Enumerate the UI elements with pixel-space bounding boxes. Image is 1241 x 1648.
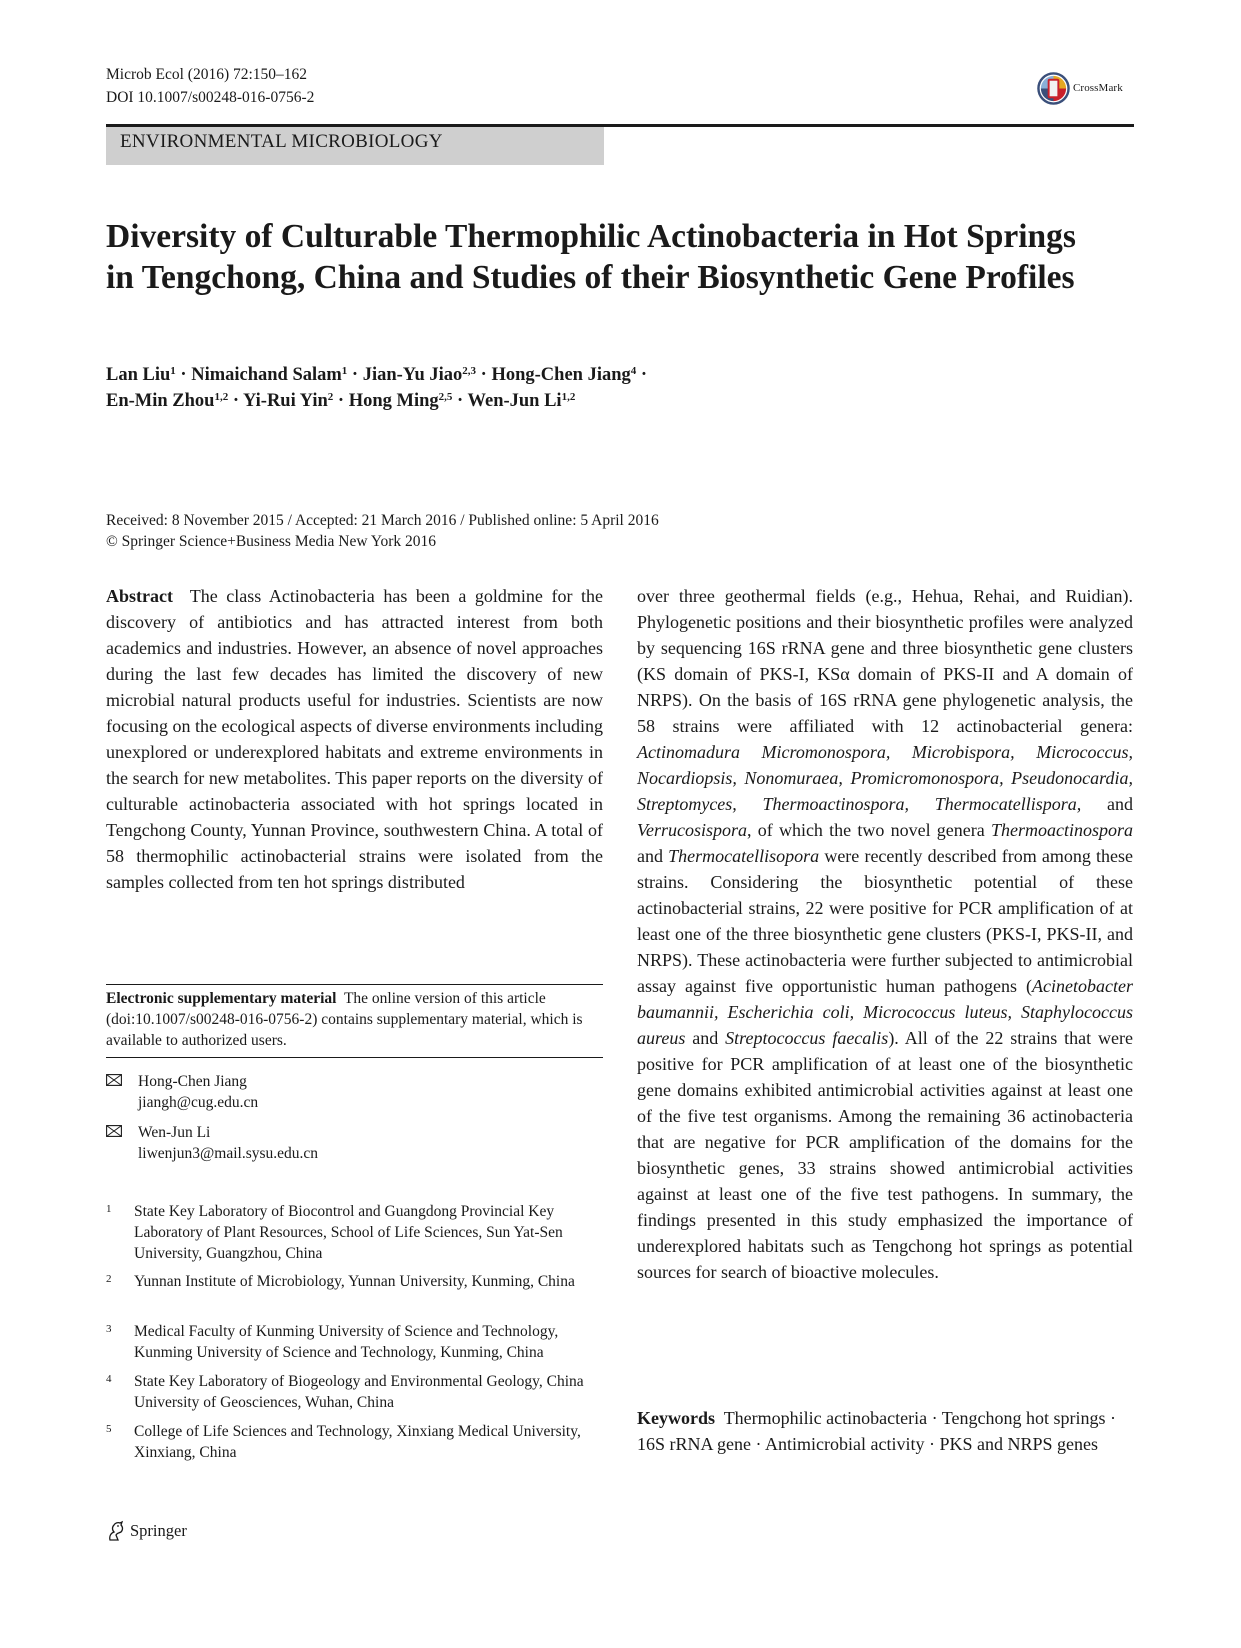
affiliation-number: 5 bbox=[106, 1423, 112, 1435]
pathogen-name: Streptococcus faecalis bbox=[725, 1028, 889, 1048]
journal-citation: Microb Ecol (2016) 72:150–162 bbox=[106, 66, 308, 83]
abstract-text: over three geothermal fields (e.g., Hehua, Rehai, and Ruidian). Phylogenetic positions and their biosynthetic profiles were analyzed by sequencing 16S rRNA gene and three biosynthetic gene clusters (KS domain of PKS-I, KSα domain of PKS-II and A domain of NRPS). On the basis of 16S rRNA gene phylogenetic analysis, the 58 strains were affiliated with 12 actinobacterial genera: bbox=[637, 586, 1133, 736]
section-label: ENVIRONMENTAL MICROBIOLOGY bbox=[120, 131, 443, 152]
genera-list: Actinomadura Micromonospora, Microbispora, Micrococcus, Nocardiopsis, Nonomuraea, Promicromonospora, Pseudonocardia, Streptomyces, Thermoactinospora, Thermocatellispora, bbox=[637, 742, 1133, 814]
abstract-text: and bbox=[637, 846, 669, 866]
publication-dates: Received: 8 November 2015 / Accepted: 21 March 2016 / Published online: 5 April 2016 bbox=[106, 512, 659, 529]
esm-text: The online version of this article (doi:10.1007/s00248-016-0756-2) contains supplementary material, which is available to authorized users. bbox=[106, 990, 583, 1049]
doi-line[interactable]: DOI 10.1007/s00248-016-0756-2 bbox=[106, 89, 315, 106]
novel-genus-name: Thermocatellisopora bbox=[668, 846, 820, 866]
keywords-text: Thermophilic actinobacteria · Tengchong hot springs · 16S rRNA gene · Antimicrobial activity · PKS and NRPS genes bbox=[637, 1408, 1116, 1454]
author-affiliation-ref: 2 bbox=[327, 391, 334, 403]
affiliation-text: Yunnan Institute of Microbiology, Yunnan University, Kunming, China bbox=[134, 1273, 575, 1290]
abstract-text: were recently described from among these strains. Considering the biosynthetic potential of these actinobacterial strains, 22 were positive for PCR amplification of at least one of the three biosynthetic gene clusters (PKS-I, PKS-II, and NRPS). These actinobacteria were further subjected to antimicrobial assay against five opportunistic human pathogens ( bbox=[637, 846, 1133, 996]
esm-rule bbox=[106, 984, 603, 985]
affiliation-number: 4 bbox=[106, 1373, 112, 1385]
novel-genus-name: Thermoactinospora bbox=[990, 820, 1133, 840]
springer-horse-icon bbox=[106, 1520, 126, 1542]
author-name[interactable]: Hong-Chen Jiang bbox=[491, 365, 631, 385]
keywords-label: Keywords bbox=[637, 1408, 715, 1428]
abstract-right bbox=[637, 583, 1133, 1285]
author-affiliation-ref: 1 bbox=[341, 365, 348, 377]
abstract-text: , of which the two novel genera bbox=[747, 820, 991, 840]
affiliation-text: College of Life Sciences and Technology, Xinxiang Medical University, Xinxiang, China bbox=[134, 1423, 581, 1461]
author-affiliation-ref: 1,2 bbox=[214, 391, 229, 403]
abstract-text: ). All of the 22 strains that were positive for PCR amplification of at least one of the biosynthetic gene domains exhibited antimicrobial activities against at least one of the five test organisms. Among the remaining 36 actinobacteria that are negative for PCR amplification of the domains for the biosynthetic genes, 33 strains showed antimicrobial activities against at least one of the five test pathogens. In summary, the findings presented in this study emphasized the importance of underexplored habitats such as Tengchong hot springs as potential sources for search of bioactive molecules. bbox=[637, 1028, 1133, 1282]
author-line-2: En-Min Zhou$^{1,2}$ · Yi-Rui Yin$^2$ · Hong Ming$^{2,5}$ · Wen-Jun Li$^{1,2}$ bbox=[106, 391, 576, 411]
author-name[interactable]: Lan Liu bbox=[106, 365, 171, 385]
abstract-text-left: The class Actinobacteria has been a goldmine for the discovery of antibiotics and has attracted interest from both academics and industries. However, an absence of novel approaches during the last few decades has limited the discovery of new microbial natural products useful for industries. Scientists are now focusing on the ecological aspects of diverse environments including unexplored or underexplored habitats and extreme environments in the search for new metabolites. This paper reports on the diversity of culturable actinobacteria associated with hot springs located in Tengchong County, Yunnan Province, southwestern China. A total of 58 thermophilic actinobacterial strains were isolated from the samples collected from ten hot springs distributed bbox=[106, 586, 603, 892]
author-affiliation-ref: 4 bbox=[630, 365, 637, 377]
correspondent-name: Wen-Jun Li bbox=[138, 1124, 211, 1141]
article-title: Diversity of Culturable Thermophilic Actinobacteria in Hot Springs in Tengchong, China and Studies of their Biosynthetic Gene Profiles bbox=[106, 218, 1076, 296]
author-affiliation-ref: 1 bbox=[170, 365, 176, 377]
abstract-text: and bbox=[685, 1028, 726, 1048]
author-name[interactable]: Yi-Rui Yin bbox=[242, 391, 328, 411]
crossmark-badge[interactable] bbox=[1037, 68, 1137, 108]
keywords-block bbox=[637, 1405, 1133, 1457]
envelope-icon bbox=[106, 1125, 122, 1137]
affiliation-number: 2 bbox=[106, 1273, 112, 1285]
affiliation-number: 1 bbox=[106, 1203, 112, 1215]
esm-rule-bottom bbox=[106, 1057, 603, 1058]
genus-name: Verrucosispora bbox=[637, 820, 748, 840]
abstract-label: Abstract bbox=[106, 586, 173, 606]
envelope-icon bbox=[106, 1074, 122, 1086]
correspondent-email[interactable]: liwenjun3@mail.sysu.edu.cn bbox=[138, 1145, 319, 1162]
crossmark-icon bbox=[1037, 72, 1070, 105]
correspondent-email[interactable]: jiangh@cug.edu.cn bbox=[138, 1094, 259, 1111]
correspondent-name: Hong-Chen Jiang bbox=[138, 1073, 247, 1090]
abstract-text: and bbox=[1081, 794, 1133, 814]
affiliation-text: State Key Laboratory of Biogeology and Environmental Geology, China University of Geosciences, Wuhan, China bbox=[134, 1373, 584, 1411]
copyright-line: © Springer Science+Business Media New York 2016 bbox=[106, 533, 437, 550]
author-name[interactable]: Jian-Yu Jiao bbox=[362, 365, 463, 385]
abstract-left bbox=[106, 583, 603, 895]
springer-logo bbox=[106, 1520, 187, 1542]
supplementary-note bbox=[106, 988, 603, 1051]
publisher-name: Springer bbox=[130, 1521, 187, 1540]
affiliation-text: Medical Faculty of Kunming University of Science and Technology, Kunming University of Science and Technology, Kunming, China bbox=[134, 1323, 559, 1361]
author-affiliation-ref: 2,3 bbox=[462, 365, 477, 377]
author-name[interactable]: En-Min Zhou bbox=[106, 391, 215, 411]
author-name[interactable]: Nimaichand Salam bbox=[191, 365, 342, 385]
author-name[interactable]: Hong Ming bbox=[348, 391, 439, 411]
author-name[interactable]: Wen-Jun Li bbox=[467, 391, 562, 411]
pathogen-list: Acinetobacter baumannii, Escherichia coli, Micrococcus luteus, Staphylococcus aureus bbox=[637, 976, 1133, 1048]
affiliation-number: 3 bbox=[106, 1323, 112, 1335]
author-affiliation-ref: 2,5 bbox=[438, 391, 453, 403]
affiliation-text: State Key Laboratory of Biocontrol and Guangdong Provincial Key Laboratory of Plant Resources, School of Life Sciences, Sun Yat-Sen University, Guangzhou, China bbox=[134, 1203, 563, 1262]
crossmark-label: CrossMark bbox=[1073, 82, 1123, 94]
esm-label: Electronic supplementary material bbox=[106, 990, 337, 1007]
author-affiliation-ref: 1,2 bbox=[561, 391, 576, 403]
author-line-1: Lan Liu$^1$ · Nimaichand Salam$^1$ · Jian-Yu Jiao$^{2,3}$ · Hong-Chen Jiang$^4$ · bbox=[106, 365, 648, 385]
section-banner bbox=[106, 127, 604, 165]
